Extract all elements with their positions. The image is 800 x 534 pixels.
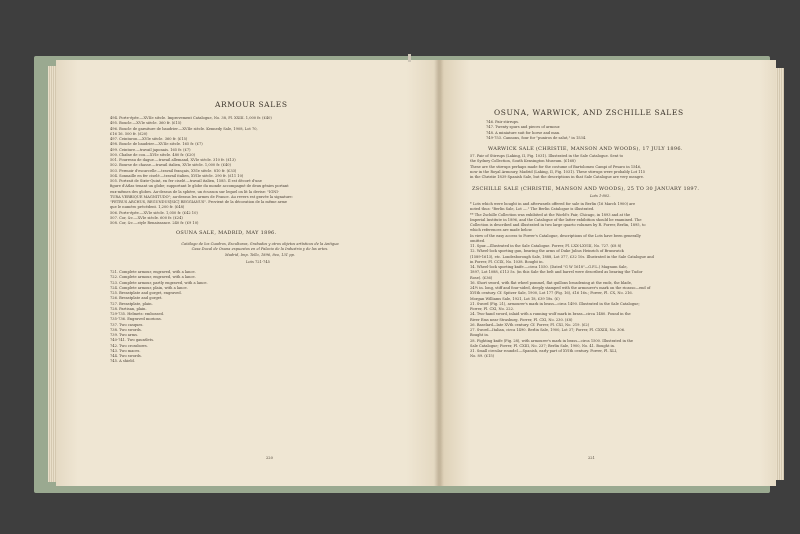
lot-line: TURA VERBIQUE MAGNITUDO"; au-dessus les armes de France. Au revers est gravée la signature: [110,194,293,199]
lot-list [110,116,410,226]
lot-line: 496. Boucle de garniture de baudrier.—XVIIe siècle. Kennedy Sale, 1908, Lot 70, [110,126,258,131]
lot-line: These are the stirrups perhaps made for the costume of Bartolomeo Campi of Pesaro in 1546, [470,164,642,169]
lot-line: 504. Sonnaille en fer ciselé.—travail italien, XVIIe siècle. 290 fr. (£11 10) [110,173,244,178]
right-page [440,60,776,486]
lot-line: 745. A shield. [110,359,135,364]
lot-line: 737. Two casques. [110,322,144,327]
note-line: Catálogo de los Cuadros, Esculturas, Grabados y otros objetos artísticos de la Antigua [181,242,339,246]
lot-line: 743. Two maces. [110,348,141,353]
lot-line: 12. Wheel-lock sporting gun, bearing the arms of Duke Julius Heinrich of Brunswick [470,249,624,254]
lot-line: 11. Spur.—Illustrated in the Sale Catalogue. Forrer, Pl. LXX-LXVIII, No. 727. (£8 8) [470,244,622,248]
lot-line: 749-753. Cannons, four for "puniros de salut," in 1534. [486,135,587,140]
lot-line: 727. Breastplate, plain. [110,301,153,306]
lot-line: 740-741. Two gauntlets. [110,338,155,343]
lot-line: which references are made below. [470,228,533,233]
lot-line: 499. Ceinture.—travail japonais. 165 fr. (£7) [110,147,191,152]
lot-line: "PETRUS ARCHUS, REGUNDUS[SIC] REGGIANUS". Provient de la décoration de la même arme [110,200,288,204]
zschille-section-title: ZSCHILLE SALE (CHRISTIE, MANSON AND WOODS), 25 TO 30 JANUARY 1897. [472,186,700,192]
lot-line: 24. Two-hand sword, inlaid with a running wolf mark in brass—circa 1480. Found in the [470,312,631,317]
lot-line: 723. Complete armour, partly engraved, with a lance. [110,280,208,285]
lot-line: 14. Wheel-lock sporting knife.—circa 1550. (Dated "G W 1618"—G.F.L.) Magnum Sale, [470,265,628,269]
note-line: Casa Ducal de Osuna expuestos en el Palacio de la Industria y de las artes. [191,247,329,252]
lot-line: 498. Boucle de baudrier.—XVIIe siècle. 165 fr. (£7) [110,142,203,147]
lot-line: in the Christie 1839 Spanish Sale, but the descriptions in that Sale Catalogue are very meagre. [470,175,645,179]
lot-line: River Ems near Strasburg. Forrer, Pl. CXI, No. 230. (£8) [470,317,573,322]
lot-line: * Lots which were bought in and afterwards offered for sale in Berlin (16 March 1900) are [470,202,636,206]
warwick-section-title: WARWICK SALE (CHRISTIE, MANSON AND WOODS), 17 JULY 1896. [488,146,683,152]
osuna-lot-list [110,270,410,365]
lot-line: Forrer, Pl. CXI, No. 222. [470,307,515,311]
lot-line: 747. Twenty spurs and pieces of armour. [486,125,561,130]
lot-line: 505. Portrait de Sixte-Quint, en fer ciselé.—travail italien, 1585. Il est décoré d'une [110,179,262,183]
lot-line: 507. Cor, &c.—XVIe siècle. 600 fr. (£24) [110,215,183,220]
lot-line: omitted. [470,238,486,243]
catalogue-note [110,242,410,258]
lot-line: the Sydney Collection, South Kensington Museum. (£168) [470,159,576,164]
lot-line: In view of the easy access to Forrer's Catalogue, descriptions of the Lots have been generally [470,233,641,238]
lot-line: Sale Catalogue; Forrer, Pl. CXIII, No. 237; Berlin Sale, 1900, No. 41. Bought in. [470,343,616,348]
lot-line: figure d'Atlas tenant un globe; supportant le globe du monde accompagné de deux génies portant [110,184,289,189]
lot-line: £16 16. 500 fr. (£20) [110,131,148,136]
lot-line: 722. Complete armour, engraved, with a lance. [110,275,196,280]
top-lot-list [486,120,766,141]
lots-range: Lots 1-802. [590,194,611,198]
lot-line: 746. Pair stirrups. [486,120,520,124]
lot-line: Collection is described and illustrated in two large quarto volumes by R. Forrer, Berlin, 1895, to [470,223,646,227]
left-page [56,60,440,486]
lot-line: 724. Complete armour, plain, with a lance. [110,285,188,290]
lot-line: 21. Sword (Fig. 21), armourer's mark in brass—circa 1490. Illustrated in the Sale Catalogue; [470,301,640,306]
lot-line: 735-736. Engraved morions. [110,317,162,322]
lot-line: que le numéro précédent. 1,200 fr. (£48) [110,205,185,210]
lot-line: 57. Pair of Stirrups (Laking, II, Fig. 1031). Illustrated in the Sale Catalogue. Sent to [470,154,624,158]
lots-range: Lots 721-745 [246,260,270,264]
lot-line: 497. Ceinturon.—XVIe siècle. 360 fr. (£15) [110,137,188,141]
lot-line: 721. Complete armour, engraved, with a lance. [110,270,196,274]
lot-line: in Forrer, Pl. CCIX, No. 1038. Bought in. [470,259,544,264]
lot-line: 503. Fermoir d'escarcelle.—travail français, XVIe siècle. 810 fr. (£33) [110,168,237,173]
lot-line: 501. Fourreau de dague.—travail allemand, XVIe siècle. 310 fr. (£13) [110,158,236,162]
lot-line: 742. Two crossbows. [110,343,148,348]
lot-line: 739. Two arms. [110,333,139,337]
running-title: ARMOUR SALES [215,100,288,109]
lot-line: 506. Porte-épée.—XVIe siècle. 1,050 fr. (£42 10) [110,210,198,215]
page-number: 220 [266,456,273,460]
lot-line: 738. Two swords. [110,327,142,332]
lot-line: 502. Bourse de chasse.—travail italien, XVIe siècle. 1,000 fr. (£40) [110,163,231,168]
book-gutter [434,60,444,486]
lot-line: now in the Royal Armoury, Madrid (Laking, II, Fig. 1031). These stirrups were probably Lot 115 [470,169,646,174]
lot-line: ** The Zschille Collection was exhibited at the World's Fair, Chicago, in 1893 and at the [470,212,631,217]
lot-line: noted thus: "Berlin Sale, Lot —." The Berlin Catalogue is illustrated. [470,207,595,212]
lot-line: 26. Baselard—late XVth century. Cf. Forrer, Pl. CXI, No. 219. (£2) [470,322,590,327]
warwick-lot-list [470,154,766,180]
lot-line: XVIth century. Cf. Spitzer Sale, 1900, Lot 177 (Fig. 16), £16 16s.; Forrer, Pl. CX, No. 216. [470,291,633,296]
page-number: 221 [588,456,595,460]
lot-line: 500. Chaîne de cou.—XVIe siècle. 480 fr. (£20) [110,152,196,157]
lot-line: 744. Two swords. [110,354,142,358]
lot-line: 27. Sword—Italian, circa 1490. Berlin Sale, 1900, Lot 37; Forrer, Pl. CXXIII, No. 306. [470,328,626,332]
lot-line: 725. Breastplate and gorget, engraved. [110,291,182,295]
open-book [40,54,764,490]
lot-line: 31. Small circular roundel.—Spanish, early part of XVIth century. Forrer, Pl. XLI, [470,349,618,353]
ribbon-marker [408,54,411,62]
lot-line: 28. Fighting knife (Fig. 28), with armourer's mark in brass—circa 1500. Illustrated in the [470,338,633,343]
lot-line: 729-735. Helmets: embossed. [110,312,165,316]
lot-line: 16. Short sword, with flat wheel pommel, flat quillons broadening at the ends, the blade, [470,280,632,285]
section-title: OSUNA SALE, MADRID, MAY 1896. [176,230,277,236]
lot-line: 494. Porte-épée.—XVIIe siècle. Improvement Catalogue, No. 38, Pl. XXIII. 1,000 fr. (£40) [110,116,272,120]
lot-line: Rose). (£36) [470,275,493,280]
lot-line: Imperial Institute in 1896, and the Catalogue of the latter exhibition should be examined. The [470,217,642,222]
lot-line: 748. A miniature suit for horse and man. [486,130,561,135]
lot-line: (1589-1613), etc. Londesborough Sale, 1888, Lot 377, £32 10s. Illustrated in the Sale Catalogue and [470,254,654,259]
lot-line: 1897, Lot 1088, £113 5s. (in this Sale the belt and barrel were described as bearing the Tudor [470,270,643,275]
lot-line: No. 89. (£15) [470,354,495,359]
lot-line: 726. Breastplate and gorget. [110,296,163,301]
zschille-lot-list [470,202,766,360]
lot-line: 728. Partisan, plain. [110,306,147,311]
lot-line: Morgan Williams Sale, 1921, Lot 18, £39 18s. (£) [470,296,560,301]
running-title: OSUNA, WARWICK, AND ZSCHILLE SALES [494,108,684,117]
lot-line: 495. Boucle.—XVIe siècle. 360 fr. (£15) [110,121,182,126]
lot-line: 508. Cor, &c.—style Renaissance. 240 fr. (£9 10) [110,221,199,225]
lot-line: Bought in. [470,333,489,338]
lot-line: 24½ in. long, stiff and four-sided, deeply stamped with the armourer's mark on the ricasso—end of [470,286,651,290]
note-line: Madrid, Imp. Tello, 1896, 8vo, 131 pp. [225,252,295,257]
lot-line: eux-mêmes des globes. Au-dessus de la sphère, un écusson sur lequel on lit la devise: "IGNI- [110,189,279,194]
